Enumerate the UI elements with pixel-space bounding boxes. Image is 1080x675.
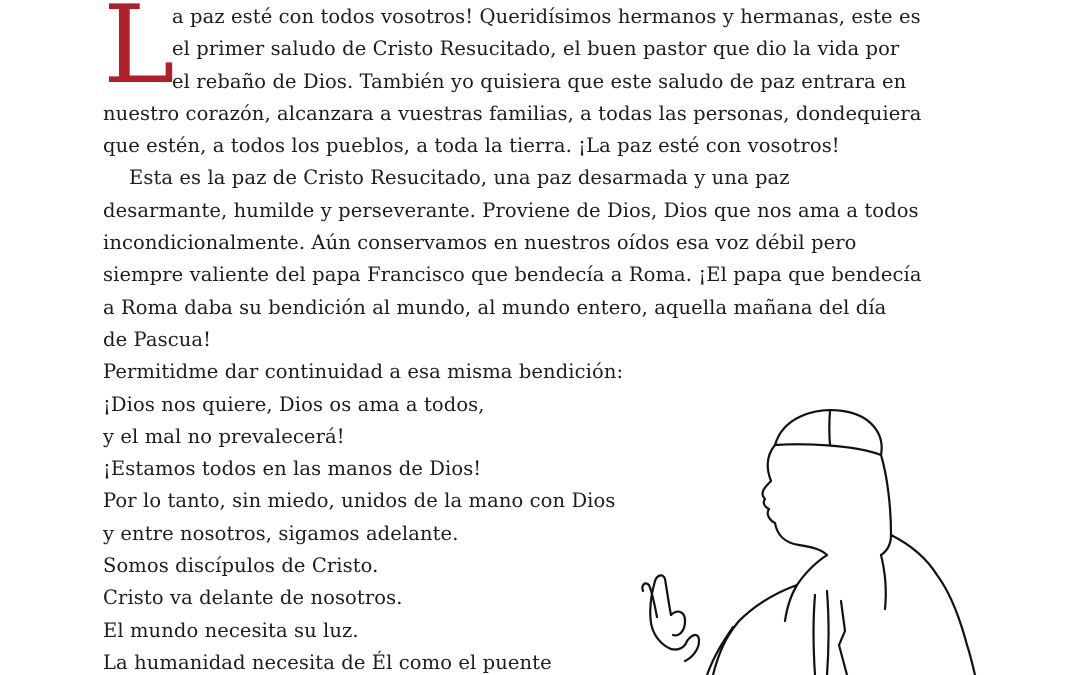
- text-line: Somos discípulos de Cristo.: [103, 554, 379, 578]
- arm-outline: [713, 585, 797, 675]
- text-line: que estén, a todos los pueblos, a toda la tierra. ¡La paz esté con vosotros!: [103, 134, 840, 158]
- text-line: a Roma daba su bendición al mundo, al mundo entero, aquella mañana del día: [103, 295, 887, 319]
- finger-index: [655, 575, 671, 615]
- shoulder-back: [891, 535, 975, 675]
- text-line: el primer saludo de Cristo Resucitado, el buen pastor que dio la vida por: [172, 37, 900, 61]
- text-line: a paz esté con todos vosotros! Queridísimos hermanos y hermanas, este es: [172, 5, 921, 28]
- text-line: Por lo tanto, sin miedo, unidos de la mano con Dios: [103, 489, 616, 513]
- text-line: ¡Dios nos quiere, Dios os ama a todos,: [103, 392, 485, 416]
- text-line: siempre valiente del papa Francisco que bendecía a Roma. ¡El papa que bendecía: [103, 263, 922, 287]
- text-line: desarmante, humilde y perseverante. Proviene de Dios, Dios que nos ama a todos: [103, 198, 919, 222]
- text-line: el rebaño de Dios. También yo quisiera que este saludo de paz entrara en: [172, 69, 907, 93]
- text-line: Permitidme dar continuidad a esa misma bendición:: [103, 360, 624, 384]
- head-back: [881, 455, 891, 555]
- text-line: nuestro corazón, alcanzara a vuestras familias, a todas las personas, dondequiera: [103, 101, 922, 125]
- pope-line-art-illustration: [615, 395, 1080, 675]
- drop-cap: L: [103, 0, 175, 108]
- text-line: Cristo va delante de nosotros.: [103, 586, 403, 610]
- text-line: La humanidad necesita de Él como el puente: [103, 650, 552, 674]
- stole-line: [839, 601, 847, 675]
- finger-fold: [671, 612, 685, 636]
- text-line: y entre nosotros, sigamos adelante.: [103, 521, 459, 545]
- thumb: [685, 635, 699, 661]
- collar-right: [881, 555, 886, 609]
- cassock-line-1: [814, 595, 816, 675]
- text-line: incondicionalmente. Aún conservamos en nuestros oídos esa voz débil pero: [103, 231, 857, 255]
- text-line: y el mal no prevalecerá!: [103, 424, 345, 448]
- text-line: de Pascua!: [103, 327, 212, 351]
- text-line: El mundo necesita su luz.: [103, 618, 359, 642]
- cassock-line-2: [827, 591, 829, 675]
- zucchetto-seam: [829, 411, 830, 445]
- text-line: ¡Estamos todos en las manos de Dios!: [103, 457, 482, 481]
- text-line: Esta es la paz de Cristo Resucitado, una paz desarmada y una paz: [129, 166, 790, 190]
- head-profile: [763, 445, 827, 555]
